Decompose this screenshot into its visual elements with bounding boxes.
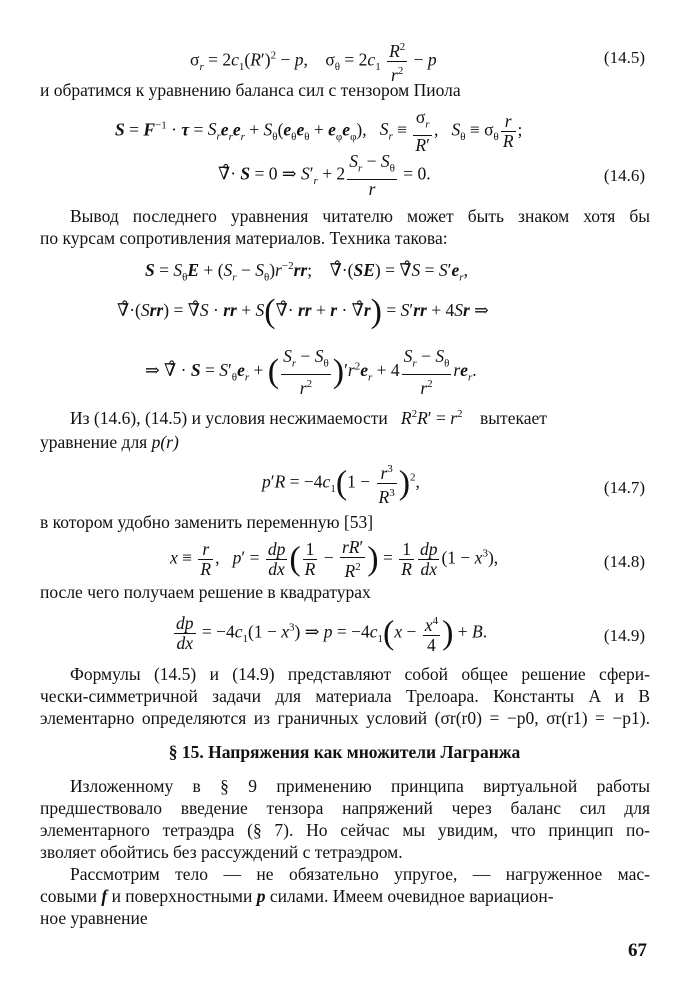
equation-technique-3: ⇒ ∇̊ · $S = S'_\theta e_r$ + ( $\frac{S_r - S_\theta}{r^2}$ )$'r^2e_r + 4$ $\frac{S_r - S_\theta}{r^2}$ $re_r$. xyxy=(145,346,477,398)
section-heading: § 15. Напряжения как множители Лагранжа xyxy=(168,742,521,762)
text-line: элементарного тетраэдра (§ 7). Но сейчас мы увидим, что принцип по- xyxy=(40,820,650,840)
text-line: зволяет обойтись без рассуждений с тетраэдром. xyxy=(40,842,403,862)
text-line: Вывод последнего уравнения читателю может быть знаком хотя бы xyxy=(70,206,650,226)
equation-number: (14.7) xyxy=(603,478,645,497)
equation-14-5: $\sigma_r = 2c_1(R')^2 - p$, $\sigma_\theta = 2c_1$ $\frac{R^2}{r^2}$ − p xyxy=(190,38,437,85)
text-line: Формулы (14.5) и (14.9) представляют собой общее решение сфери- xyxy=(70,664,650,684)
equation-14-8: x ≡ $\frac{r}{R}$ , p′ = $\frac{dp}{dx}$ ( $\frac{1}{R}$ − $\frac{rR'}{R^2}$ ) = $\frac{1}{R}$ $\frac{dp}{dx}$ $(1 - x^3)$, xyxy=(170,537,499,581)
equation-number: (14.5) xyxy=(603,48,645,67)
text-line: элементарно определяются из граничных условий (σr(r0) = −p0, σr(r1) = −p1). xyxy=(40,708,650,728)
text-line: совыми f и поверхностными p силами. Имеем очевидное вариацион- xyxy=(40,886,554,906)
text-line: Изложенному в § 9 применению принципа виртуальной работы xyxy=(70,776,650,796)
text-line: и обратимся к уравнению баланса сил с тензором Пиола xyxy=(40,80,461,100)
text-line: в котором удобно заменить переменную [53] xyxy=(40,512,374,532)
equation-piola-tensor: $S = F^{-1} \cdot \tau = S_re_re_r + S_\theta(e_\theta e_\theta + e_\varphi e_\varphi)$, $S_r$ ≡ $\frac{\sigma_r}{R'}$ , $S_\theta \equiv \sigma_\theta$ $\frac{r}{R}$ ; xyxy=(115,107,523,155)
text-line: по курсам сопротивления материалов. Техника такова: xyxy=(40,228,448,248)
text-line: ное уравнение xyxy=(40,908,148,928)
text-line: уравнение для p(r) xyxy=(40,432,179,452)
text-line: Из (14.6), (14.5) и условия несжимаемости $R^2R' = r^2$ вытекает xyxy=(70,407,547,428)
equation-14-6: ∇̊· S = 0 ⇒ $S'_r + 2$ $\frac{S_r - S_\theta}{r}$ = 0. xyxy=(218,151,431,199)
equation-number: (14.6) xyxy=(603,166,645,185)
text-line: после чего получаем решение в квадратурах xyxy=(40,582,371,602)
text-line: Рассмотрим тело — не обязательно упругое, — нагруженное мас- xyxy=(70,864,650,884)
equation-14-9: $\frac{dp}{dx}$ = $-4c_1(1 - x^3)$ ⇒ $p = -4c_1(x$ − $\frac{x^4}{4}$ ) + B. xyxy=(176,612,488,655)
text-line: предшествовало введение тензора напряжений через баланс сил для xyxy=(40,798,650,818)
equation-14-7: $p'R = -4c_1(1$ − $\frac{r^3}{R^3}$ )$^2$, xyxy=(262,460,420,507)
equation-technique-2: ∇̊·(Srr) = ∇̊S · rr + S(∇̊· rr + r · ∇̊r) = S′rr + 4Sr ⇒ xyxy=(117,293,489,330)
text-line: чески-симметричной задачи для материала Трелоара. Константы A и B xyxy=(40,686,650,706)
equation-number: (14.8) xyxy=(603,552,645,571)
equation-number: (14.9) xyxy=(603,626,645,645)
equation-technique-1: $S = S_\theta E + (S_r - S_\theta)r^{-2}rr$; ∇̊·(SE) = ∇̊S = $S'e_r$, xyxy=(145,259,468,284)
page-number: 67 xyxy=(628,940,647,961)
